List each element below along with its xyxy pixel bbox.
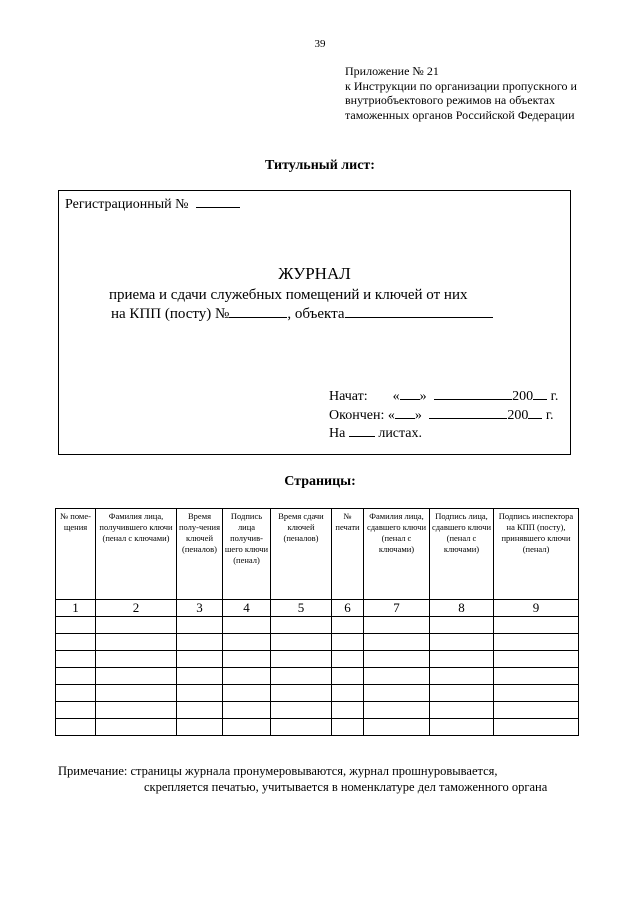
table-cell	[223, 685, 271, 702]
table-cell	[430, 651, 494, 668]
header-inspector-signature: Подпись инспектора на КПП (посту), принявшего ключи (пенал)	[494, 509, 579, 600]
table-cell	[223, 702, 271, 719]
table-cell	[223, 617, 271, 634]
table-cell	[271, 617, 332, 634]
table-cell	[223, 719, 271, 736]
started-line	[329, 387, 558, 406]
day-blank	[395, 406, 415, 419]
table-cell	[96, 702, 177, 719]
table-cell	[177, 617, 223, 634]
table-cell	[494, 685, 579, 702]
header-returner-name: Фамилия лица, сдавшего ключи (пенал с ключами)	[364, 509, 430, 600]
table-cell	[96, 719, 177, 736]
table-row	[56, 651, 579, 668]
appendix-line: к Инструкции по организации пропускного и	[345, 78, 577, 93]
table-cell	[56, 617, 96, 634]
journal-subtitle-line1: приема и сдачи служебных помещений и ключей от них	[109, 287, 468, 303]
table-cell	[177, 634, 223, 651]
checkpoint-blank	[229, 305, 287, 318]
journal-subtitle	[109, 286, 493, 324]
appendix-line: таможенных органов Российской Федерации	[345, 107, 575, 122]
table-cell	[430, 719, 494, 736]
table-cell	[56, 634, 96, 651]
table-cell	[96, 617, 177, 634]
table-cell	[332, 685, 364, 702]
appendix-line: внутриобъектового режимов на объектах	[345, 93, 555, 107]
year-prefix: 200	[512, 389, 534, 404]
table-cell	[96, 685, 177, 702]
checkpoint-label: на КПП (посту) №	[111, 306, 230, 322]
table-row	[56, 634, 579, 651]
registration-label: Регистрационный №	[65, 197, 189, 212]
sheets-suffix: листах.	[378, 426, 423, 441]
table-cell	[364, 668, 430, 685]
sheets-blank	[349, 424, 375, 437]
month-blank	[434, 387, 512, 400]
sheets-line	[329, 424, 558, 443]
table-cell	[430, 617, 494, 634]
column-number: 6	[332, 600, 364, 617]
table-cell	[430, 634, 494, 651]
table-cell	[177, 702, 223, 719]
footnote-line1: Примечание: страницы журнала пронумеровываются, журнал прошнуровывается,	[58, 764, 498, 778]
column-numbers-row	[56, 600, 579, 617]
table-row	[56, 702, 579, 719]
year-prefix: 200	[507, 407, 529, 423]
table-cell	[223, 634, 271, 651]
table-cell	[177, 651, 223, 668]
table-cell	[494, 668, 579, 685]
year-suffix: г.	[545, 407, 554, 423]
started-label: Начат:	[329, 389, 368, 404]
table-row	[56, 617, 579, 634]
table-cell	[364, 634, 430, 651]
table-cell	[332, 719, 364, 736]
year-blank	[528, 406, 542, 419]
table-cell	[271, 651, 332, 668]
table-row	[56, 668, 579, 685]
header-receiver-signature: Подпись лица получив-шего ключи (пенал)	[223, 509, 271, 600]
object-blank	[345, 305, 493, 318]
column-number: 7	[364, 600, 430, 617]
ended-label: Окончен:	[329, 407, 385, 423]
object-label: , объекта	[287, 306, 345, 322]
table-cell	[364, 702, 430, 719]
table-cell	[177, 668, 223, 685]
day-blank	[400, 387, 420, 400]
quote-close: »	[414, 407, 422, 423]
table-cell	[96, 634, 177, 651]
quote-open: «	[392, 389, 400, 404]
table-cell	[223, 651, 271, 668]
table-cell	[430, 685, 494, 702]
quote-open: «	[387, 407, 395, 423]
header-return-time: Время сдачи ключей (пеналов)	[271, 509, 332, 600]
table-cell	[177, 685, 223, 702]
table-cell	[364, 617, 430, 634]
header-seal-number: № печати	[332, 509, 364, 600]
footnote	[58, 763, 547, 795]
table-cell	[332, 634, 364, 651]
appendix-header	[345, 64, 635, 122]
quote-close: »	[419, 389, 427, 404]
table-cell	[56, 719, 96, 736]
year-suffix: г.	[550, 389, 559, 404]
table-cell	[271, 634, 332, 651]
month-blank	[429, 406, 507, 419]
appendix-line: Приложение № 21	[345, 64, 439, 78]
table-row	[56, 719, 579, 736]
title-sheet-box	[58, 190, 571, 455]
registration-blank	[196, 195, 240, 208]
footnote-line2: скрепляется печатью, учитывается в номенклатуре дел таможенного органа	[144, 780, 548, 794]
table-cell	[494, 617, 579, 634]
table-cell	[271, 702, 332, 719]
page-number: 39	[314, 38, 326, 50]
header-receiver-name: Фамилия лица, получившего ключи (пенал с ключами)	[96, 509, 177, 600]
header-receive-time: Время полу-чения ключей (пеналов)	[177, 509, 223, 600]
table-cell	[430, 702, 494, 719]
table-cell	[56, 702, 96, 719]
column-number: 8	[430, 600, 494, 617]
table-cell	[364, 651, 430, 668]
column-number: 1	[56, 600, 96, 617]
table-cell	[271, 719, 332, 736]
pages-heading: Страницы:	[284, 474, 356, 489]
dates-block	[329, 387, 558, 443]
header-room-number: № поме-щения	[56, 509, 96, 600]
table-cell	[332, 617, 364, 634]
header-returner-signature: Подпись лица, сдавшего ключи (пенал с ключами)	[430, 509, 494, 600]
column-number: 2	[96, 600, 177, 617]
table-cell	[494, 651, 579, 668]
table-cell	[332, 651, 364, 668]
table-cell	[56, 651, 96, 668]
year-blank	[533, 387, 547, 400]
table-cell	[271, 685, 332, 702]
journal-title: ЖУРНАЛ	[278, 264, 351, 283]
table-cell	[223, 668, 271, 685]
column-number: 3	[177, 600, 223, 617]
table-cell	[494, 634, 579, 651]
journal-subtitle-line2	[109, 305, 493, 324]
table-cell	[364, 719, 430, 736]
registration-line	[65, 195, 240, 213]
table-cell	[332, 668, 364, 685]
table-cell	[430, 668, 494, 685]
keys-log-table	[55, 508, 579, 736]
table-cell	[96, 668, 177, 685]
table-row	[56, 685, 579, 702]
title-sheet-heading: Титульный лист:	[265, 158, 375, 173]
table-cell	[96, 651, 177, 668]
table-cell	[271, 668, 332, 685]
table-cell	[332, 702, 364, 719]
table-cell	[494, 719, 579, 736]
column-number: 4	[223, 600, 271, 617]
sheets-prefix: На	[329, 426, 346, 441]
column-number: 5	[271, 600, 332, 617]
table-cell	[364, 685, 430, 702]
ended-line	[329, 406, 558, 425]
table-cell	[56, 668, 96, 685]
table-cell	[56, 685, 96, 702]
table-cell	[177, 719, 223, 736]
column-number: 9	[494, 600, 579, 617]
table-cell	[494, 702, 579, 719]
